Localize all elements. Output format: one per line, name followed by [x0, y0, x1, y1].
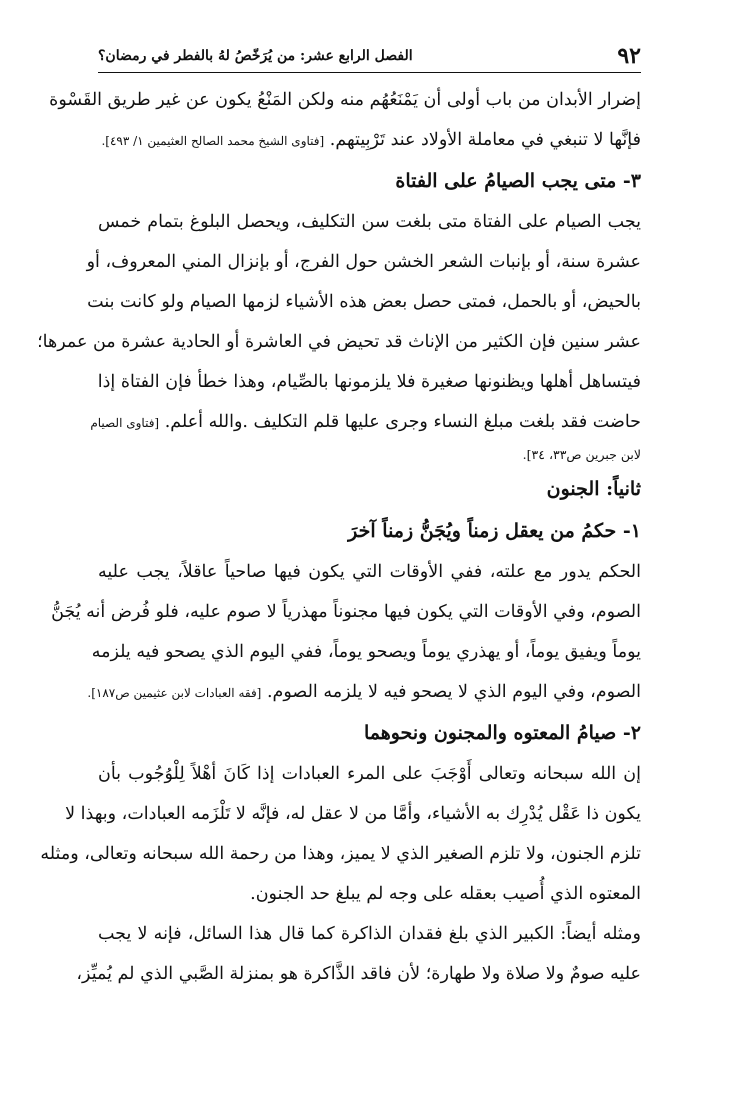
citation-continued: لابن جبرين ص٣٣، ٣٤]. — [522, 447, 641, 462]
running-title: الفصل الرابع عشر: من يُرَخّصُ لهُ بالفطر في رمضان؟ — [98, 48, 413, 64]
text-line: تلزم الجنون، ولا تلزم الصغير الذي لا يميز، وهذا من رحمة الله سبحانه وتعالى، ومثله — [40, 844, 641, 864]
text-line — [90, 402, 641, 442]
text-span: فإنَّها لا تنبغي في معاملة الأولاد عند تَرْبِيتهم. — [329, 130, 641, 150]
section-heading: ١- حكمُ من يعقل زمناً ويُجَنُّ زمناً آخرَ — [348, 520, 641, 542]
text-line: بالحيض، أو بالحمل، فمتى حصل بعض هذه الأشياء لزمها الصيام ولو كانت بنت — [87, 292, 641, 312]
text-line: يكون ذا عَقْل يُدْرِك به الأشياء، وأمَّا من لا عقل له، فإنَّه لا تَلْزَمه العبادات، وبهذا لا — [65, 804, 641, 824]
text-line: فيتساهل أهلها ويظنونها صغيرة فلا يلزمونها بالصِّيام، وهذا خطأ فإن الفتاة إذا — [97, 372, 641, 392]
citation: [فتاوى الصيام — [90, 416, 160, 430]
paragraph-3 — [51, 552, 641, 712]
section-heading: ثانياً: الجنون — [546, 478, 641, 500]
text-line: الحكم يدور مع علته، ففي الأوقات التي يكون فيها صاحياً عاقلاً، يجب عليه — [98, 562, 641, 582]
page-header — [98, 40, 641, 73]
paragraph-5 — [76, 914, 641, 994]
paragraph-2 — [37, 202, 641, 468]
text-line: ومثله أيضاً: الكبير الذي بلغ فقدان الذاكرة كما قال هذا السائل، فإنه لا يجب — [98, 924, 641, 944]
text-line: إن الله سبحانه وتعالى أَوْجَبَ على المرء العبادات إذا كَانَ أهْلاً لِلْوُجُوب بأن — [98, 764, 641, 784]
text-line — [98, 120, 641, 160]
section-heading: ٢- صيامُ المعتوه والمجنون ونحوهما — [363, 722, 641, 744]
text-line: يجب الصيام على الفتاة متى بلغت سن التكليف، ويحصل البلوغ بتمام خمس — [98, 212, 641, 232]
section-heading: ٣- متى يجب الصيامُ على الفتاة — [395, 170, 641, 192]
citation: [فقه العبادات لابن عثيمين ص١٨٧]. — [87, 686, 262, 700]
page-number: ٩٢ — [617, 43, 641, 69]
text-line: المعتوه الذي أُصيب بعقله على وجه لم يبلغ حد الجنون. — [250, 884, 641, 904]
text-line: يوماً ويفيق يوماً، أو يهذري يوماً ويصحو يوماً، ففي اليوم الذي يصحو فيه يلزمه — [91, 642, 641, 662]
text-line: عشرة سنة، أو بإنبات الشعر الخشن حول الفرج، أو بإنزال المني المعروف، أو — [86, 252, 641, 272]
text-span: الصوم، وفي اليوم الذي لا يصحو فيه لا يلزمه الصوم. — [266, 682, 641, 702]
text-line: الصوم، وفي الأوقات التي يكون فيها مجنوناً مهذرياً لا صوم عليه، فلو فُرض أنه يُجَنُّ — [51, 602, 641, 622]
text-line: عليه صومٌ ولا صلاة ولا طهارة؛ لأن فاقد الذَّاكرة هو بمنزلة الصَّبي الذي لم يُميِّز، — [76, 964, 641, 984]
text-line — [87, 672, 641, 712]
text-span: حاضت فقد بلغت مبلغ النساء وجرى عليها قلم التكليف .والله أعلم. — [164, 412, 641, 432]
text-line: إضرار الأبدان من باب أولى أن يَمْنَعُهُم منه ولكن المَنْعُ يكون عن غير طريق القَسْوة — [49, 90, 641, 110]
paragraph-1 — [49, 80, 641, 160]
page-body — [37, 80, 641, 994]
text-line: عشر سنين فإن الكثير من الإناث قد تحيض في العاشرة أو الحادية عشرة من عمرها؛ — [37, 332, 641, 352]
paragraph-4 — [40, 754, 641, 914]
citation: [فتاوى الشيخ محمد الصالح العثيمين ١/ ٤٩٣]. — [101, 134, 325, 148]
